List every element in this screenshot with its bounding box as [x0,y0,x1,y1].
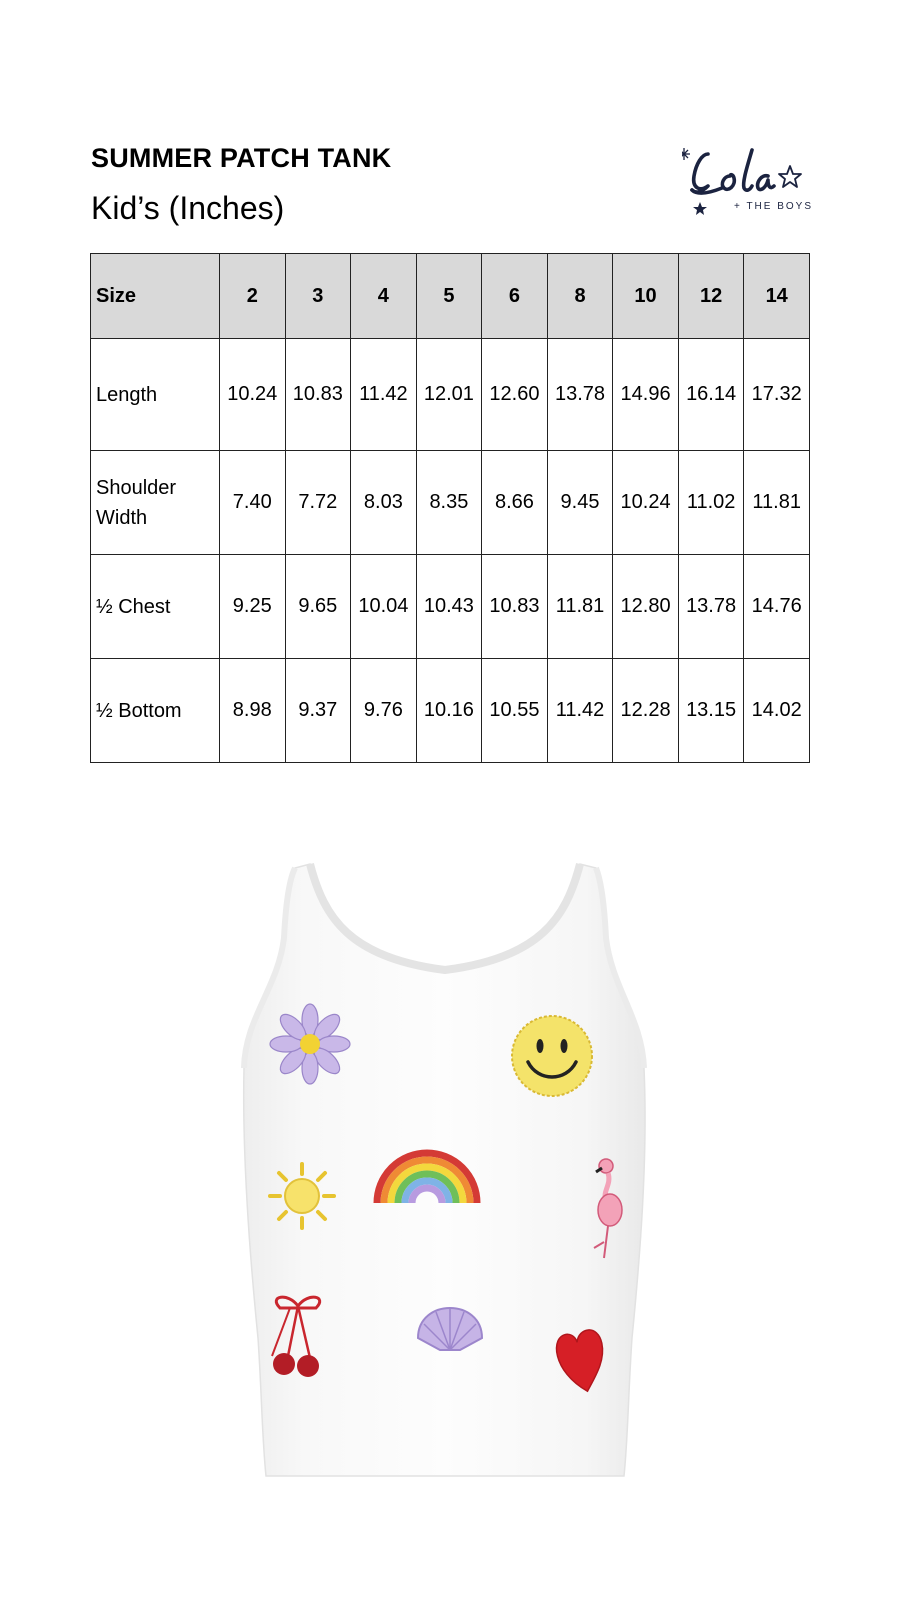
table-cell: 10.04 [351,555,417,659]
header-cell: 3 [285,254,351,339]
table-cell: 12.01 [416,339,482,451]
table-cell: 9.37 [285,659,351,763]
header-cell: 8 [547,254,613,339]
header-cell: 2 [220,254,286,339]
table-cell: 11.02 [678,451,744,555]
table-cell: 11.81 [744,451,810,555]
table-row-shoulder-width [91,451,810,555]
header-cell: 14 [744,254,810,339]
table-cell: 7.72 [285,451,351,555]
table-header-row [91,254,810,339]
table-cell: 10.16 [416,659,482,763]
table-cell: 11.42 [351,339,417,451]
table-cell: 10.24 [220,339,286,451]
smiley-patch-icon [512,1016,592,1096]
header-cell: 6 [482,254,548,339]
table-cell: 8.35 [416,451,482,555]
table-cell: 7.40 [220,451,286,555]
table-cell: 10.55 [482,659,548,763]
table-cell: 9.65 [285,555,351,659]
table-cell: 16.14 [678,339,744,451]
table-cell: 8.03 [351,451,417,555]
table-cell: 10.83 [285,339,351,451]
table-cell: 9.45 [547,451,613,555]
table-row-length [91,339,810,451]
sparkle-icon [682,148,690,160]
table-cell: 12.60 [482,339,548,451]
table-cell: 13.78 [547,339,613,451]
table-cell: 9.25 [220,555,286,659]
table-cell: 12.80 [613,555,679,659]
table-cell: 8.98 [220,659,286,763]
row-label-line: Width [96,506,148,529]
table-cell: 17.32 [744,339,810,451]
header-cell-size: Size [91,254,220,339]
small-star-icon [693,202,707,215]
header-cell: 12 [678,254,744,339]
table-row-half-chest [91,555,810,659]
header-cell: 5 [416,254,482,339]
header-cell: 10 [613,254,679,339]
table-cell: 10.83 [482,555,548,659]
table-cell: 9.76 [351,659,417,763]
logo-tagline: + THE BOYS [734,201,814,212]
row-label [91,451,220,555]
row-label: Length [91,339,220,451]
sun-patch-icon [270,1164,334,1228]
table-cell: 10.24 [613,451,679,555]
row-label-line: Shoulder [96,476,177,499]
table-cell: 10.43 [416,555,482,659]
product-image [240,858,660,1498]
table-cell: 8.66 [482,451,548,555]
table-cell: 14.96 [613,339,679,451]
size-chart-table [90,253,810,763]
row-label: ½ Chest [91,555,220,659]
table-cell: 14.76 [744,555,810,659]
row-label: ½ Bottom [91,659,220,763]
table-cell: 14.02 [744,659,810,763]
header-cell: 4 [351,254,417,339]
brand-logo [682,144,816,220]
table-cell: 13.78 [678,555,744,659]
table-cell: 11.81 [547,555,613,659]
size-chart-subtitle: Kid’s (Inches) [91,190,285,226]
table-cell: 11.42 [547,659,613,763]
daisy-patch-icon [270,1004,350,1084]
tank-top-image-icon [240,858,660,1498]
product-title: SUMMER PATCH TANK [91,143,392,173]
table-cell: 12.28 [613,659,679,763]
table-row-half-bottom [91,659,810,763]
table-cell: 13.15 [678,659,744,763]
star-icon [779,166,801,187]
